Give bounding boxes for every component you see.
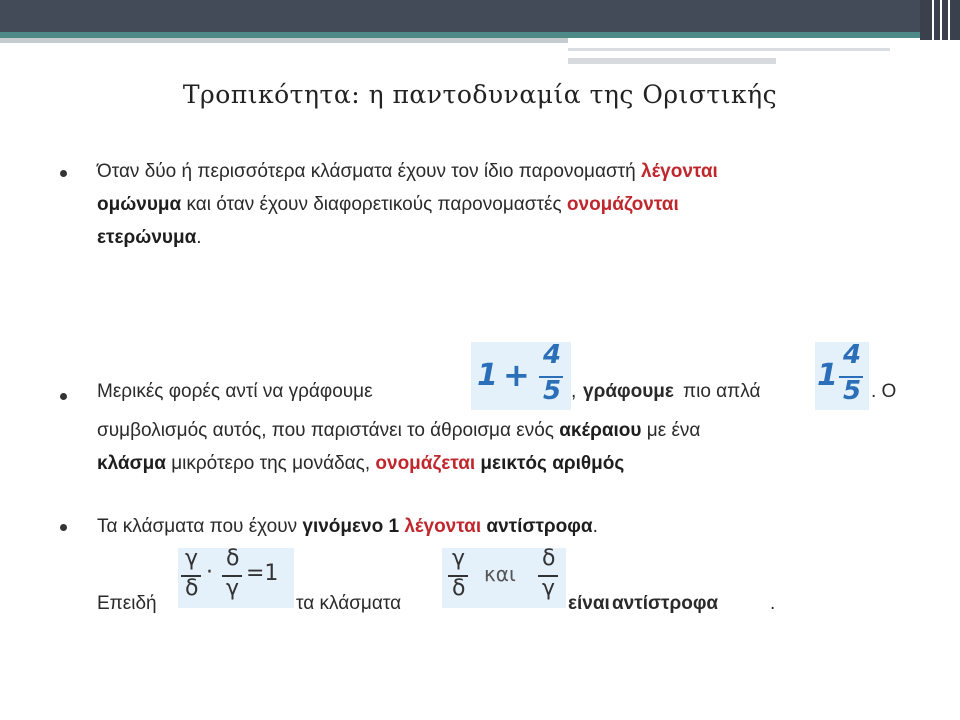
term-bold: ομώνυμα (97, 194, 182, 215)
text-span: και όταν έχουν διαφορετικούς παρονομαστές (181, 194, 567, 215)
text-span: με ένα (641, 420, 701, 441)
header-bar (0, 0, 960, 32)
bullet-3-text (97, 510, 927, 543)
header-stripe (948, 0, 950, 48)
formula-whole: 1 (477, 358, 498, 393)
term-bold: αντίστροφα (612, 593, 719, 614)
fraction-pair (442, 548, 566, 608)
text-span: . (592, 516, 598, 537)
text-span: . Ο (871, 381, 897, 402)
term-bold: γινόμενο 1 (302, 516, 400, 537)
text-span: συμβολισμός αυτός, που παριστάνει το άθροισμα ενός (97, 420, 560, 441)
highlight-red: ονομάζεται (375, 453, 476, 474)
formula-numerator: 4 (543, 340, 562, 370)
formula-denominator: 5 (543, 376, 562, 406)
header-line (568, 48, 890, 51)
text-span: . (196, 227, 202, 248)
formula-denominator: 5 (843, 376, 862, 406)
bullet-1-text (97, 155, 927, 254)
header-gray-band (0, 38, 568, 43)
pair-denominator: γ (542, 576, 556, 601)
highlight-red: γράφουμε (583, 381, 674, 402)
bullet-dot (60, 393, 67, 400)
text-span: Επειδή (97, 593, 157, 614)
text-span: τα κλάσματα (296, 593, 402, 614)
pair-kai: και (484, 562, 516, 586)
term-bold: αντίστροφα (481, 516, 593, 537)
term-bold: ετερώνυμα (97, 227, 197, 248)
bullet-2-text (97, 414, 927, 480)
comma: , (571, 381, 577, 402)
slide-title: Τροπικότητα: η παντοδυναμία της Οριστικής (182, 80, 778, 109)
highlight-red: είναι (568, 593, 610, 614)
text-span: Τα κλάσματα που έχουν (97, 516, 303, 537)
formula-numerator: 4 (843, 340, 862, 370)
text-span: Όταν δύο ή περισσότερα κλάσματα έχουν τον ίδιο παρονομαστή (97, 161, 642, 182)
eq-numerator: δ (226, 546, 240, 571)
header-gray-bar (568, 58, 776, 64)
formula-plus: + (503, 356, 530, 394)
bullet-dot (60, 170, 67, 177)
highlight-red: λέγονται (399, 516, 482, 537)
eq-result: =1 (246, 561, 279, 586)
mixed-number-formula (815, 342, 869, 410)
text-span: μικρότερο της μονάδας, (165, 453, 376, 474)
highlight-red: λέγονται (641, 161, 718, 182)
header-stripe (932, 0, 934, 48)
mixed-sum-formula (471, 342, 571, 410)
product-equation (178, 548, 294, 608)
pair-numerator: γ (452, 546, 466, 571)
header-stripe (940, 0, 942, 48)
pair-denominator: δ (452, 576, 466, 601)
bullet-dot (60, 524, 67, 531)
eq-dot: · (206, 560, 213, 585)
term-bold: μεικτός αριθμός (475, 453, 625, 474)
pair-numerator: δ (542, 546, 556, 571)
bullet-2-line1-start: Μερικές φορές αντί να γράφουμε (97, 381, 373, 402)
term-bold: κλάσμα (97, 453, 166, 474)
term-bold: ακέραιου (559, 420, 642, 441)
text-span: πιο απλά (683, 381, 761, 402)
eq-denominator: γ (226, 576, 240, 601)
formula-whole: 1 (817, 358, 838, 393)
text-span: . (770, 593, 776, 614)
eq-numerator: γ (185, 546, 199, 571)
highlight-red: ονομάζονται (566, 194, 679, 215)
eq-denominator: δ (185, 576, 199, 601)
